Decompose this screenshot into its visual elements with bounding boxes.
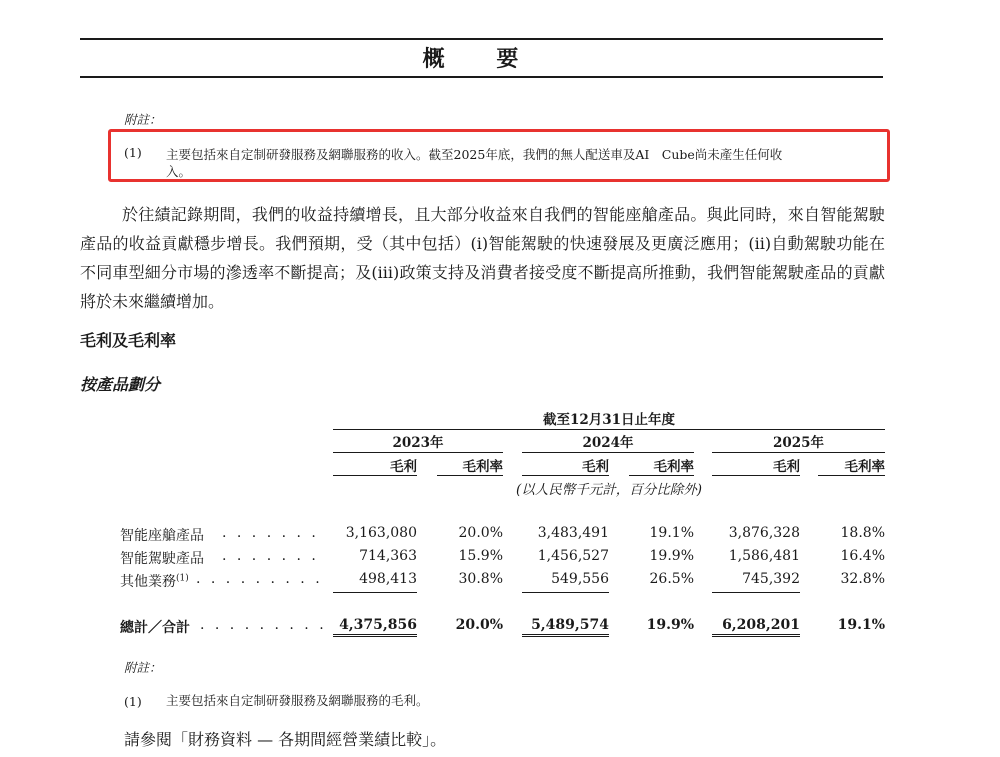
cell-total-margin-2024: 19.9% [646, 617, 694, 633]
cell-gp-2024: 1,456,527 [537, 548, 609, 564]
cell-total-gp-2024: 5,489,574 [522, 617, 609, 637]
note-number: (1) [124, 145, 142, 160]
row-label-text: 其他業務 [120, 574, 176, 590]
subsection-title: 按產品劃分 [80, 375, 161, 394]
col-gross-profit-2024: 毛利 [522, 455, 609, 476]
cell-margin-2024: 19.1% [649, 525, 694, 541]
period-header: 截至12月31日止年度 [333, 408, 885, 430]
subtotal-rule [522, 592, 609, 593]
cell-gp-2023: 3,163,080 [345, 525, 417, 541]
section-title: 毛利及毛利率 [80, 331, 177, 350]
col-margin-2024: 毛利率 [629, 455, 694, 476]
cell-gp-2024: 3,483,491 [537, 525, 609, 541]
row-dots: . . . . . . . [222, 525, 319, 541]
col-margin-2023: 毛利率 [437, 455, 503, 476]
cell-margin-2023: 15.9% [458, 548, 503, 564]
col-gross-profit-2025: 毛利 [712, 455, 800, 476]
header-top-rule [80, 38, 883, 40]
row-label-total: 總計／合計 [120, 620, 190, 636]
cell-gp-2025: 3,876,328 [728, 525, 800, 541]
cell-margin-2025: 16.4% [840, 548, 885, 564]
cell-gp-2023: 714,363 [359, 548, 417, 564]
cell-gp-2025: 1,586,481 [728, 548, 800, 564]
cell-margin-2025: 32.8% [840, 571, 885, 587]
col-margin-2025: 毛利率 [818, 455, 885, 476]
note-number: (1) [124, 694, 142, 709]
row-label-driving: 智能駕駛產品 [120, 551, 204, 567]
row-dots: . . . . . . . . . [196, 571, 323, 587]
cell-margin-2025: 18.8% [840, 525, 885, 541]
note-text-line-1: 主要包括來自定制研發服務及網聯服務的收入。截至2025年底，我們的無人配送車及AI Cube尚未產生任何收 [166, 147, 783, 162]
units-note: (以人民幣千元計，百分比除外) [515, 482, 703, 498]
note-text: 主要包括來自定制研發服務及網聯服務的毛利。 [166, 693, 429, 708]
cell-margin-2024: 19.9% [649, 548, 694, 564]
cell-margin-2024: 26.5% [649, 571, 694, 587]
row-dots: . . . . . . . [222, 548, 319, 564]
year-header-2025: 2025年 [712, 431, 885, 453]
year-header-2024: 2024年 [522, 431, 694, 453]
cell-margin-2023: 20.0% [458, 525, 503, 541]
note-label: 附註： [124, 660, 162, 675]
subtotal-rule [712, 592, 800, 593]
cell-gp-2023: 498,413 [359, 571, 417, 587]
cell-total-margin-2025: 19.1% [837, 617, 885, 633]
cell-total-margin-2023: 20.0% [455, 617, 503, 633]
header-bottom-rule [80, 76, 883, 78]
cell-total-gp-2023: 4,375,856 [333, 617, 417, 637]
row-label-cockpit: 智能座艙產品 [120, 528, 204, 544]
col-gross-profit-2023: 毛利 [333, 455, 417, 476]
row-dots: . . . . . . . . . [200, 617, 327, 633]
page-title: 概 要 [422, 46, 541, 72]
subtotal-rule [333, 592, 417, 593]
body-paragraph: 於往績記錄期間，我們的收益持續增長，且大部分收益來自我們的智能座艙產品。與此同時，來自智能駕駛產品的收益貢獻穩步增長。我們預期，受（其中包括）(i)智能駕駛的快速發展及更廣泛應用；(ii)自動駕駛功能在不同車型細分市場的滲透率不斷提高；及(iii)政策支持及消費者接受度不斷提高所推動，我們智能駕駛產品的貢獻將於未來繼續增加。 [80, 205, 885, 311]
cell-total-gp-2025: 6,208,201 [712, 617, 800, 637]
footnote-marker: (1) [176, 573, 189, 584]
note-label: 附註： [124, 112, 162, 127]
year-header-2023: 2023年 [333, 431, 503, 453]
cell-gp-2024: 549,556 [551, 571, 609, 587]
note-text-line-2: 入。 [166, 164, 192, 179]
row-label-others [120, 571, 189, 591]
cell-margin-2023: 30.8% [458, 571, 503, 587]
cross-reference: 請參閱「財務資料 — 各期間經營業績比較」。 [124, 730, 447, 749]
cell-gp-2025: 745,392 [742, 571, 800, 587]
